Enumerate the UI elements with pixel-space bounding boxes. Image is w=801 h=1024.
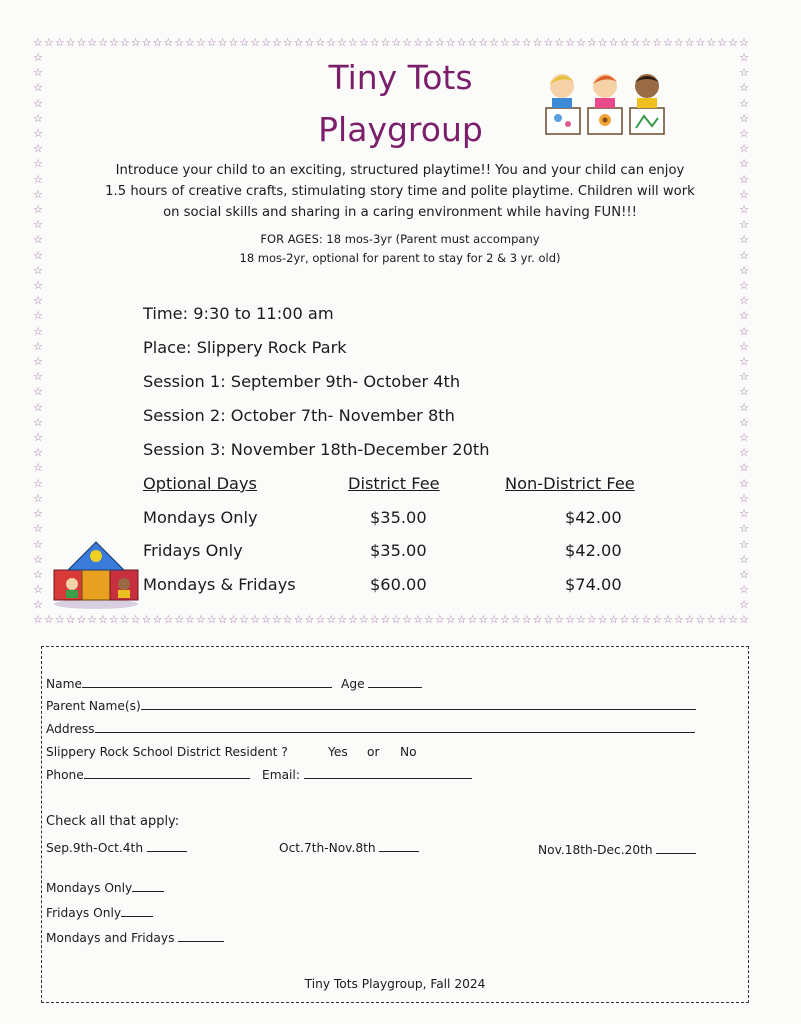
fee-header-non-district: Non-District Fee	[505, 474, 635, 493]
parent-name-field[interactable]	[46, 698, 696, 713]
place-detail: Place: Slippery Rock Park	[143, 338, 347, 357]
fee-row-non-district: $42.00	[565, 541, 622, 560]
fee-row-non-district: $42.00	[565, 508, 622, 527]
session-2-option[interactable]	[279, 840, 419, 855]
address-label: Address	[46, 722, 95, 736]
no-option[interactable]: No	[400, 745, 417, 759]
star-border-top: ☆☆☆☆☆☆☆☆☆☆☆☆☆☆☆☆☆☆☆☆☆☆☆☆☆☆☆☆☆☆☆☆☆☆☆☆☆☆☆☆☆☆☆☆☆☆☆☆☆☆☆☆☆☆☆☆☆☆☆☆☆☆☆☆☆☆	[33, 36, 750, 49]
intro-line: on social skills and sharing in a caring environment while having FUN!!!	[163, 205, 637, 220]
ages-note	[100, 230, 700, 268]
fee-row-district: $35.00	[370, 541, 427, 560]
session-1-option-label: Sep.9th-Oct.4th	[46, 841, 144, 855]
registration-form	[41, 646, 749, 1003]
ages-line: FOR AGES: 18 mos-3yr (Parent must accompany	[260, 232, 540, 246]
email-blank[interactable]	[304, 767, 472, 779]
session-2-blank[interactable]	[379, 840, 419, 852]
phone-field[interactable]	[46, 767, 250, 782]
fridays-option[interactable]	[46, 905, 153, 920]
resident-label: Slippery Rock School District Resident ?	[46, 745, 288, 759]
fee-row-district: $60.00	[370, 575, 427, 594]
fridays-option-label: Fridays Only	[46, 906, 122, 920]
resident-question	[46, 745, 288, 759]
intro-paragraph	[50, 160, 750, 223]
fee-header-district: District Fee	[348, 474, 440, 493]
fee-row-days: Fridays Only	[143, 541, 243, 560]
session-3-option[interactable]	[538, 842, 696, 857]
mondays-fridays-option-label: Mondays and Fridays	[46, 931, 175, 945]
mondays-fridays-blank[interactable]	[178, 930, 224, 942]
toy-blocks-icon	[50, 536, 142, 610]
yes-option[interactable]: Yes	[328, 745, 348, 759]
name-blank[interactable]	[82, 676, 332, 688]
fee-header-days: Optional Days	[143, 474, 257, 493]
address-field[interactable]	[46, 721, 695, 736]
check-instruction: Check all that apply:	[46, 814, 180, 829]
fee-row-days: Mondays & Fridays	[143, 575, 296, 594]
form-footer: Tiny Tots Playgroup, Fall 2024	[304, 977, 486, 991]
intro-line: 1.5 hours of creative crafts, stimulating story time and polite playtime. Children will work	[105, 184, 695, 199]
or-text: or	[367, 745, 380, 759]
session-1-blank[interactable]	[147, 840, 187, 852]
address-blank[interactable]	[95, 721, 695, 733]
session-3-option-label: Nov.18th-Dec.20th	[538, 843, 653, 857]
session-1-detail: Session 1: September 9th- October 4th	[143, 372, 461, 391]
mondays-option[interactable]	[46, 880, 164, 895]
title-line-2: Playgroup	[318, 110, 483, 149]
time-detail: Time: 9:30 to 11:00 am	[143, 304, 334, 323]
age-label: Age	[341, 677, 365, 691]
ages-line: 18 mos-2yr, optional for parent to stay for 2 & 3 yr. old)	[239, 251, 561, 265]
fridays-blank[interactable]	[121, 905, 153, 917]
age-blank[interactable]	[368, 676, 422, 688]
star-border-left: ☆ ☆ ☆ ☆ ☆ ☆ ☆ ☆ ☆ ☆ ☆ ☆ ☆ ☆ ☆ ☆ ☆ ☆ ☆ ☆ ☆ ☆ ☆ ☆ ☆ ☆ ☆ ☆ ☆ ☆ ☆ ☆ ☆ ☆ ☆ ☆ ☆	[33, 51, 43, 612]
session-2-detail: Session 2: October 7th- November 8th	[143, 406, 455, 425]
title-line-1: Tiny Tots	[328, 58, 473, 97]
session-1-option[interactable]	[46, 840, 187, 855]
age-field[interactable]	[341, 676, 422, 691]
fee-row-days: Mondays Only	[143, 508, 258, 527]
star-border-bottom: ☆☆☆☆☆☆☆☆☆☆☆☆☆☆☆☆☆☆☆☆☆☆☆☆☆☆☆☆☆☆☆☆☆☆☆☆☆☆☆☆☆☆☆☆☆☆☆☆☆☆☆☆☆☆☆☆☆☆☆☆☆☆☆☆☆☆	[33, 613, 750, 626]
fee-row-non-district: $74.00	[565, 575, 622, 594]
session-3-blank[interactable]	[656, 842, 696, 854]
parent-name-label: Parent Name(s)	[46, 699, 141, 713]
parent-name-blank[interactable]	[141, 698, 696, 710]
phone-blank[interactable]	[84, 767, 250, 779]
intro-line: Introduce your child to an exciting, structured playtime!! You and your child can enjoy	[115, 163, 685, 178]
email-field[interactable]	[262, 767, 472, 782]
phone-label: Phone	[46, 768, 84, 782]
session-3-detail: Session 3: November 18th-December 20th	[143, 440, 490, 459]
mondays-option-label: Mondays Only	[46, 881, 133, 895]
session-2-option-label: Oct.7th-Nov.8th	[279, 841, 376, 855]
name-label: Name	[46, 677, 82, 691]
name-field[interactable]	[46, 676, 332, 691]
email-label: Email:	[262, 768, 300, 782]
fee-row-district: $35.00	[370, 508, 427, 527]
mondays-fridays-option[interactable]	[46, 930, 224, 945]
star-border-right: ☆ ☆ ☆ ☆ ☆ ☆ ☆ ☆ ☆ ☆ ☆ ☆ ☆ ☆ ☆ ☆ ☆ ☆ ☆ ☆ ☆ ☆ ☆ ☆ ☆ ☆ ☆ ☆ ☆ ☆ ☆ ☆ ☆ ☆ ☆ ☆ ☆	[739, 51, 749, 612]
children-artwork-icon	[540, 68, 670, 140]
mondays-blank[interactable]	[132, 880, 164, 892]
